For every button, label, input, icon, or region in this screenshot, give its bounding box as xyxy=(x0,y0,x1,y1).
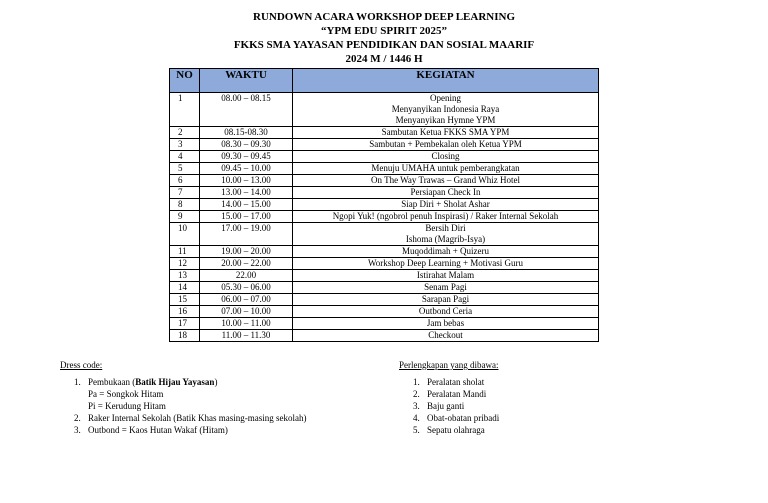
cell-no: 17 xyxy=(170,318,200,330)
cell-no: 11 xyxy=(170,246,200,258)
cell-waktu: 09.45 – 10.00 xyxy=(200,163,293,175)
item-text: Peralatan Mandi xyxy=(427,389,487,399)
item-text: Outbond = Kaos Hutan Wakaf (Hitam) xyxy=(88,425,228,435)
cell-no: 2 xyxy=(170,127,200,139)
cell-kegiatan xyxy=(293,175,599,187)
dress-code-subitem: Pi = Kerudung Hitam xyxy=(88,401,166,411)
item-bold-text: Batik Hijau Yayasan xyxy=(135,377,215,387)
cell-waktu: 13.00 – 14.00 xyxy=(200,187,293,199)
table-row xyxy=(170,318,599,330)
cell-no: 5 xyxy=(170,163,200,175)
cell-no: 10 xyxy=(170,223,200,246)
dress-code-item xyxy=(60,376,306,388)
cell-no: 1 xyxy=(170,93,200,127)
kegiatan-line: Sambutan + Pembekalan oleh Ketua YPM xyxy=(369,139,522,149)
kegiatan-line: Checkout xyxy=(428,330,463,340)
cell-waktu: 05.30 – 06.00 xyxy=(200,282,293,294)
cell-kegiatan xyxy=(293,163,599,175)
kegiatan-line: Sambutan Ketua FKKS SMA YPM xyxy=(381,127,510,137)
table-row xyxy=(170,127,599,139)
cell-kegiatan xyxy=(293,199,599,211)
perlengkapan-item xyxy=(399,388,499,400)
cell-waktu: 19.00 – 20.00 xyxy=(200,246,293,258)
cell-kegiatan xyxy=(293,330,599,342)
item-text: Raker Internal Sekolah (Batik Khas masing-masing sekolah) xyxy=(88,413,307,423)
cell-kegiatan xyxy=(293,246,599,258)
cell-kegiatan xyxy=(293,270,599,282)
dress-code-list xyxy=(60,376,306,436)
title-line-1: RUNDOWN ACARA WORKSHOP DEEP LEARNING xyxy=(253,11,515,23)
cell-waktu: 11.00 – 11.30 xyxy=(200,330,293,342)
table-row xyxy=(170,294,599,306)
cell-no: 16 xyxy=(170,306,200,318)
dress-code-title: Dress code: xyxy=(60,360,103,370)
perlengkapan-item xyxy=(399,376,499,388)
item-number: 2. xyxy=(413,389,420,399)
kegiatan-line: Ngopi Yuk! (ngobrol penuh Inspirasi) / Raker Internal Sekolah xyxy=(332,211,559,221)
item-text-after: ) xyxy=(214,377,218,387)
cell-no: 12 xyxy=(170,258,200,270)
cell-waktu: 08.00 – 08.15 xyxy=(200,93,293,127)
cell-no: 6 xyxy=(170,175,200,187)
cell-waktu: 17.00 – 19.00 xyxy=(200,223,293,246)
cell-waktu: 08.15-08.30 xyxy=(200,127,293,139)
kegiatan-line: Bersih Diri xyxy=(425,223,466,233)
cell-kegiatan xyxy=(293,258,599,270)
table-row xyxy=(170,151,599,163)
table-body xyxy=(170,93,599,342)
cell-kegiatan xyxy=(293,93,599,127)
cell-waktu: 07.00 – 10.00 xyxy=(200,306,293,318)
cell-no: 18 xyxy=(170,330,200,342)
kegiatan-line: Menyanyikan Hymne YPM xyxy=(395,115,496,125)
item-text: Baju ganti xyxy=(427,401,465,411)
cell-kegiatan xyxy=(293,187,599,199)
kegiatan-line: Opening xyxy=(430,93,461,103)
cell-no: 4 xyxy=(170,151,200,163)
perlengkapan-item xyxy=(399,424,499,436)
cell-kegiatan xyxy=(293,211,599,223)
cell-waktu: 09.30 – 09.45 xyxy=(200,151,293,163)
item-number: 1. xyxy=(74,377,81,387)
cell-kegiatan xyxy=(293,139,599,151)
kegiatan-line: Menuju UMAHA untuk pemberangkatan xyxy=(371,163,520,173)
item-number: 3. xyxy=(74,425,81,435)
dress-code-item xyxy=(60,424,306,436)
cell-no: 13 xyxy=(170,270,200,282)
col-header-kegiatan: KEGIATAN xyxy=(293,69,599,93)
table-row xyxy=(170,211,599,223)
table-row xyxy=(170,246,599,258)
cell-no: 8 xyxy=(170,199,200,211)
kegiatan-line: Workshop Deep Learning + Motivasi Guru xyxy=(367,258,524,268)
kegiatan-line: Closing xyxy=(431,151,460,161)
item-text: Pembukaan ( xyxy=(88,377,136,387)
item-number: 2. xyxy=(74,413,81,423)
table-row xyxy=(170,258,599,270)
item-number: 1. xyxy=(413,377,420,387)
kegiatan-line: Muqoddimah + Quizeru xyxy=(401,246,490,256)
table-row xyxy=(170,199,599,211)
table-row xyxy=(170,223,599,246)
table-row xyxy=(170,93,599,127)
cell-no: 9 xyxy=(170,211,200,223)
perlengkapan-item xyxy=(399,412,499,424)
table-row xyxy=(170,270,599,282)
cell-kegiatan xyxy=(293,223,599,246)
perlengkapan-title: Perlengkapan yang dibawa: xyxy=(399,360,499,370)
cell-waktu: 10.00 – 13.00 xyxy=(200,175,293,187)
kegiatan-line: Sarapan Pagi xyxy=(421,294,470,304)
table-row xyxy=(170,163,599,175)
kegiatan-line: Ishoma (Magrib-Isya) xyxy=(405,234,486,244)
cell-kegiatan xyxy=(293,127,599,139)
cell-waktu: 08.30 – 09.30 xyxy=(200,139,293,151)
table-header-row xyxy=(170,69,599,93)
kegiatan-line: Senam Pagi xyxy=(424,282,467,292)
cell-kegiatan xyxy=(293,294,599,306)
cell-kegiatan xyxy=(293,306,599,318)
cell-waktu: 20.00 – 22.00 xyxy=(200,258,293,270)
cell-no: 14 xyxy=(170,282,200,294)
rundown-table xyxy=(169,68,599,342)
item-number: 4. xyxy=(413,413,420,423)
cell-kegiatan xyxy=(293,318,599,330)
item-number: 5. xyxy=(413,425,420,435)
title-line-3: FKKS SMA YAYASAN PENDIDIKAN DAN SOSIAL MAARIF xyxy=(233,39,535,51)
kegiatan-line: Menyanyikan Indonesia Raya xyxy=(391,104,500,114)
cell-waktu: 10.00 – 11.00 xyxy=(200,318,293,330)
table-row xyxy=(170,175,599,187)
cell-no: 7 xyxy=(170,187,200,199)
cell-waktu: 06.00 – 07.00 xyxy=(200,294,293,306)
cell-no: 3 xyxy=(170,139,200,151)
cell-no: 15 xyxy=(170,294,200,306)
table-row xyxy=(170,330,599,342)
cell-kegiatan xyxy=(293,151,599,163)
item-text: Peralatan sholat xyxy=(427,377,485,387)
title-line-4: 2024 M / 1446 H xyxy=(345,53,423,65)
table-row xyxy=(170,187,599,199)
item-number: 3. xyxy=(413,401,420,411)
table-row xyxy=(170,306,599,318)
document-header xyxy=(0,10,768,66)
item-text: Obat-obatan pribadi xyxy=(427,413,500,423)
cell-waktu: 15.00 – 17.00 xyxy=(200,211,293,223)
kegiatan-line: Jam bebas xyxy=(426,318,465,328)
kegiatan-line: Istirahat Malam xyxy=(416,270,475,280)
cell-waktu: 14.00 – 15.00 xyxy=(200,199,293,211)
perlengkapan-list xyxy=(399,376,499,436)
title-line-2: “YPM EDU SPIRIT 2025” xyxy=(320,25,447,37)
kegiatan-line: Persiapan Check In xyxy=(410,187,481,197)
dress-code-subitem: Pa = Songkok Hitam xyxy=(88,389,164,399)
cell-waktu: 22.00 xyxy=(200,270,293,282)
kegiatan-line: On The Way Trawas – Grand Whiz Hotel xyxy=(370,175,520,185)
table-row xyxy=(170,282,599,294)
dress-code-item xyxy=(60,412,306,424)
cell-kegiatan xyxy=(293,282,599,294)
perlengkapan-item xyxy=(399,400,499,412)
col-header-waktu: WAKTU xyxy=(200,69,293,93)
col-header-no: NO xyxy=(170,69,200,93)
kegiatan-line: Siap Diri + Sholat Ashar xyxy=(401,199,490,209)
table-row xyxy=(170,139,599,151)
item-text: Sepatu olahraga xyxy=(427,425,485,435)
kegiatan-line: Outbond Ceria xyxy=(418,306,473,316)
